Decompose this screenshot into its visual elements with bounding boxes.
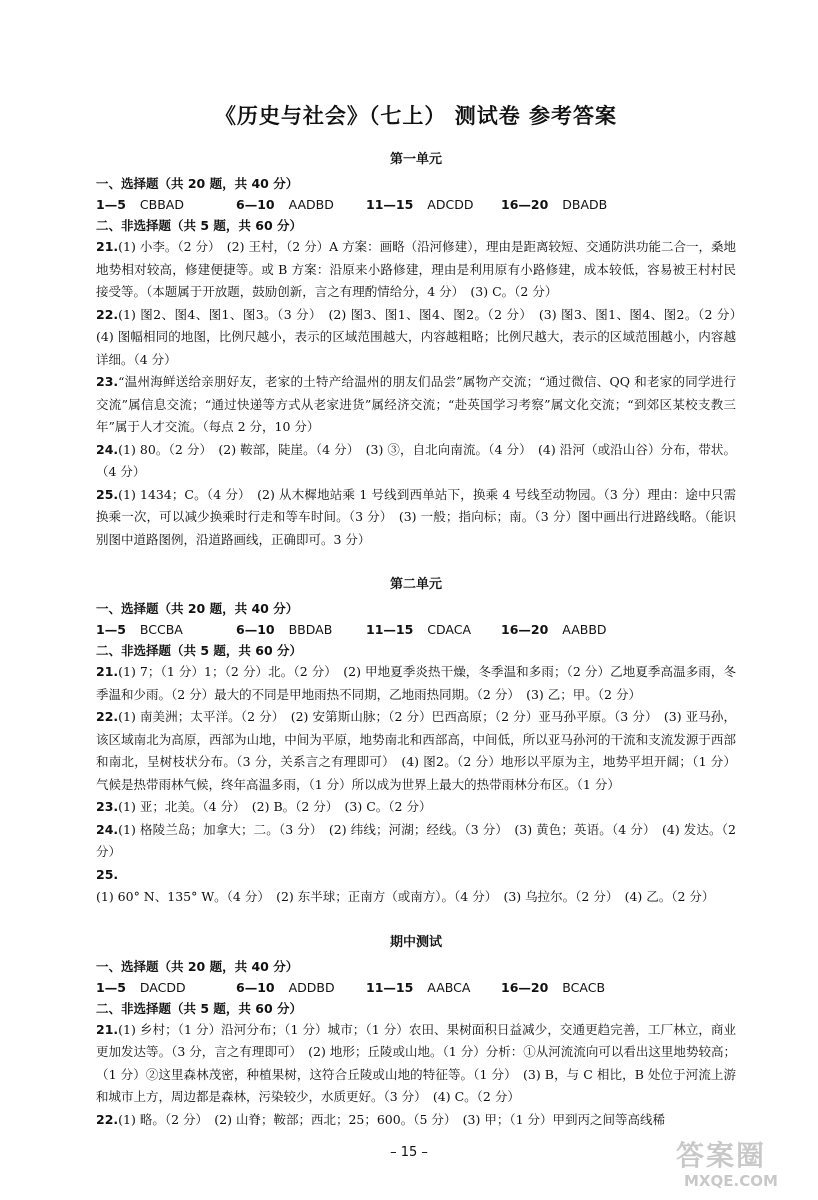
section-choice-heading: 一、选择题（共 20 题，共 40 分） bbox=[96, 601, 299, 616]
choice-group bbox=[501, 619, 629, 640]
answer-item bbox=[96, 236, 736, 304]
answer-item bbox=[96, 796, 736, 819]
unit-heading: 第一单元 bbox=[389, 152, 442, 167]
question-number: 21. bbox=[96, 664, 119, 679]
answer-text: (1) 乡村；（1 分）沿河分布；（1 分）城市；（1 分）农田、果树面积日益减少，交通更趋完善，工厂林立，商业更加发达等。（3 分，言之有理即可） (2) 地形；丘陵或山地。（1 分）分析：①从河流流向可以看出这里地势较高；（1 分）②这里森林茂密，种植果树，这符合丘陵或山地的特征等。（1 分） (3) B，与 C 相比，B 处位于河流上游和城市上方，周边都是森林，污染较少，水质更好。（3 分） (4) C。（2 分） bbox=[96, 1021, 736, 1104]
answer-text: (1) 南美洲；太平洋。（2 分） (2) 安第斯山脉；（2 分）巴西高原；（2 分）亚马孙平原。（3 分） (3) 亚马孙，该区域南北为高原，西部为山地，中间为平原，地势南北和西部高，中间低，所以亚马孙河的干流和支流发源于西部和南北，呈树枝状分布。（3 分，关系言之有理即可） (4) 图2。（2 分）地形以平原为主，地势平坦开阔；（1 分）气候是热带雨林气候，终年高温多雨，（1 分）所以成为世界上最大的热带雨林分布区。（1 分） bbox=[96, 709, 736, 792]
page-title: 《历史与社会》（七上） 测试卷 参考答案 bbox=[214, 104, 618, 128]
question-number: 24. bbox=[96, 441, 119, 457]
answer-text: (1) 格陵兰岛；加拿大；二。（3 分） (2) 纬线；河湖；经线。（3 分） (3) 黄色；英语。（4 分） (4) 发达。（2 分） bbox=[96, 821, 736, 859]
choice-group bbox=[96, 619, 236, 640]
choice-range: 11—15 bbox=[366, 622, 414, 637]
choice-group bbox=[236, 619, 366, 640]
choice-range: 6—10 bbox=[236, 197, 275, 212]
choice-group bbox=[96, 977, 236, 998]
answer-text: (1) 7；（1 分）1；（2 分）北。（2 分） (2) 甲地夏季炎热干燥，冬季温和多雨；（2 分）乙地夏季高温多雨，冬季温和少雨。（2 分）最大的不同是甲地雨热不同期，乙地雨热同期。（2 分） (3) 乙；甲。（2 分） bbox=[96, 664, 736, 702]
answer-text: (1) 亚；北美。（4 分） (2) B。（2 分） (3) C。（2 分） bbox=[118, 799, 432, 814]
page-number: – 15 – bbox=[390, 1145, 428, 1160]
answer-item bbox=[96, 484, 736, 552]
choice-range: 16—20 bbox=[501, 979, 549, 995]
choice-group bbox=[96, 194, 236, 215]
answer-item bbox=[96, 819, 736, 864]
answer-text: (1) 图2、图4、图1、图3。（3 分） (2) 图3、图1、图4、图2。（2 分） (3) 图3、图1、图4、图2。（2 分） (4) 图幅相同的地图，比例尺越小，表示的区域范围越大，内容越粗略；比例尺越大，表示的区域范围越小，内容越详细。（4 分） bbox=[96, 306, 749, 367]
choice-answer: DACDD bbox=[139, 979, 186, 995]
question-number: 23. bbox=[96, 374, 119, 389]
choice-group bbox=[366, 977, 501, 998]
watermark-line1: 答案圈 bbox=[676, 1139, 767, 1172]
answer-item bbox=[96, 1019, 736, 1109]
choice-answer: AADBD bbox=[288, 197, 334, 212]
choice-answer: BCCBA bbox=[139, 622, 183, 637]
choice-answer: AABBD bbox=[562, 622, 607, 637]
section-choice-heading: 一、选择题（共 20 题，共 40 分） bbox=[96, 958, 299, 974]
choice-range: 1—5 bbox=[96, 979, 126, 995]
choice-answer: BBDAB bbox=[288, 622, 333, 637]
choice-answers-row bbox=[96, 977, 736, 998]
choice-range: 6—10 bbox=[236, 979, 275, 995]
watermark-line2: MXQE.COM bbox=[684, 1172, 778, 1190]
answer-item bbox=[96, 371, 736, 439]
answer-text: (1) 60° N、135° W。（4 分） (2) 东半球；正南方（或南方）。（4 分） (3) 乌拉尔。（2 分） (4) 乙。（2 分） bbox=[96, 889, 715, 904]
question-number: 21. bbox=[96, 239, 119, 254]
choice-group bbox=[236, 194, 366, 215]
question-number: 25. bbox=[96, 486, 119, 502]
choice-range: 16—20 bbox=[501, 622, 549, 637]
choice-group bbox=[366, 619, 501, 640]
choice-group bbox=[366, 194, 501, 215]
answer-text: (1) 80。（2 分） (2) 鞍部，陡崖。（4 分） (3) ③，自北向南流。（4 分） (4) 沿河（或沿山谷）分布，带状。（4 分） bbox=[96, 441, 736, 479]
unit-heading: 期中测试 bbox=[389, 934, 442, 950]
choice-answer: CDACA bbox=[427, 622, 472, 637]
question-number: 22. bbox=[96, 306, 119, 322]
answer-text: “温州海鲜送给亲朋好友，老家的土特产给温州的朋友们品尝”属物产交流；“通过微信、QQ 和老家的同学进行交流”属信息交流；“通过快递等方式从老家进货”属经济交流；“赴英国学习考察”属文化交流；“到郊区某校支教三年”属于人才交流。（每点 2 分，10 分） bbox=[96, 374, 736, 434]
answer-text: (1) 小李。（2 分） (2) 王村，（2 分）A 方案：画略（沿河修建），理由是距离较短、交通防洪功能二合一，桑地地势相对较高，修建便捷等。或 B 方案：沿原来小路修建，理由是利用原有小路修建，成本较低，容易被王村村民接受等。（本题属于开放题，鼓励创新，言之有理酌情给分，4 分） (3) C。（2 分） bbox=[96, 239, 736, 299]
choice-answer: ADCDD bbox=[427, 197, 474, 212]
choice-group bbox=[501, 977, 629, 998]
choice-range: 1—5 bbox=[96, 622, 126, 637]
section-open-heading: 二、非选择题（共 5 题，共 60 分） bbox=[96, 218, 303, 233]
choice-answer: ADDBD bbox=[288, 979, 335, 995]
answer-item bbox=[96, 1109, 736, 1132]
choice-answer: BCACB bbox=[562, 979, 606, 995]
unit-midterm bbox=[96, 931, 736, 1132]
unit-1 bbox=[96, 148, 749, 551]
section-open-heading: 二、非选择题（共 5 题，共 60 分） bbox=[96, 1000, 303, 1016]
question-number: 24. bbox=[96, 821, 119, 837]
answer-item bbox=[96, 706, 736, 796]
choice-range: 11—15 bbox=[366, 197, 414, 212]
watermark-logo bbox=[676, 1140, 806, 1196]
answer-text: (1) 略。（2 分） (2) 山脊；鞍部；西北；25；600。（5 分） (3) 甲；（1 分）甲到丙之间等高线稀 bbox=[118, 1111, 665, 1127]
question-number: 23. bbox=[96, 799, 119, 814]
question-number: 25. bbox=[96, 866, 119, 882]
choice-answers-row bbox=[96, 194, 736, 215]
choice-range: 11—15 bbox=[366, 979, 414, 995]
unit-heading: 第二单元 bbox=[389, 577, 442, 592]
answer-item bbox=[96, 864, 736, 909]
choice-group bbox=[236, 977, 366, 998]
question-number: 22. bbox=[96, 709, 119, 724]
question-number: 21. bbox=[96, 1021, 119, 1037]
answer-item bbox=[96, 661, 736, 706]
choice-range: 6—10 bbox=[236, 622, 275, 637]
question-number: 22. bbox=[96, 1111, 119, 1127]
section-open-heading: 二、非选择题（共 5 题，共 60 分） bbox=[96, 643, 303, 658]
answer-text: (1) 1434；C。（4 分） (2) 从木樨地站乘 1 号线到西单站下，换乘 4 号线至动物园。（3 分）理由：途中只需换乘一次，可以减少换乘时行走和等车时间。（3 分） (3) 一般；指向标；南。（3 分）图中画出行进路线略。（能识别图中道路图例，沿道路画线，正确即可。3 分） bbox=[96, 486, 736, 547]
unit-2 bbox=[96, 573, 736, 909]
answer-item bbox=[96, 304, 749, 372]
answer-item bbox=[96, 439, 736, 484]
choice-range: 1—5 bbox=[96, 197, 126, 212]
answer-page bbox=[96, 100, 749, 1131]
section-choice-heading: 一、选择题（共 20 题，共 40 分） bbox=[96, 176, 299, 191]
choice-range: 16—20 bbox=[501, 197, 549, 212]
choice-answer: DBADB bbox=[562, 197, 608, 212]
choice-group bbox=[501, 194, 629, 215]
choice-answer: CBBAD bbox=[139, 197, 184, 212]
choice-answer: AABCA bbox=[427, 979, 471, 995]
choice-answers-row bbox=[96, 619, 736, 640]
